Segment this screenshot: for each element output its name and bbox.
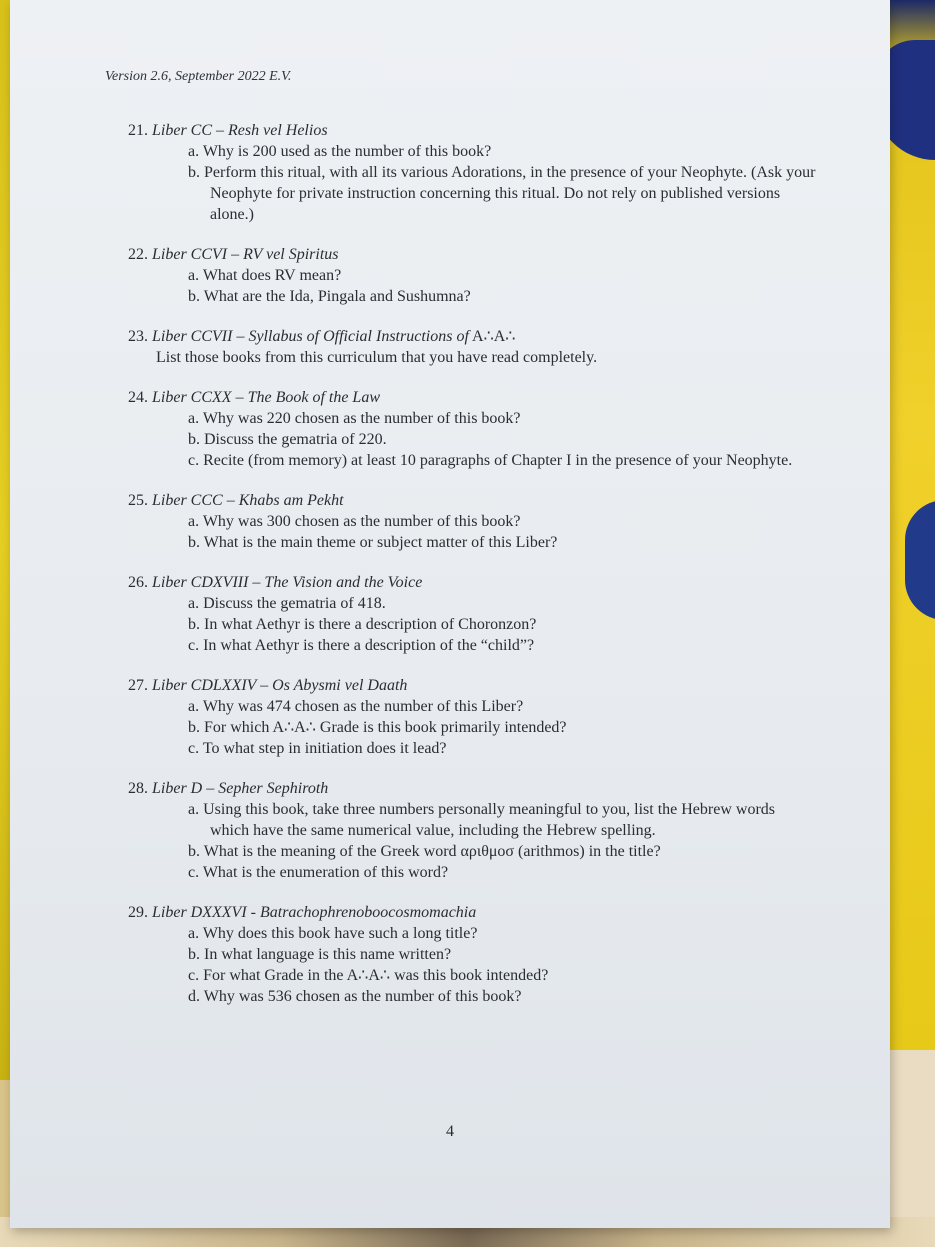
item-title bbox=[128, 244, 818, 265]
list-item bbox=[128, 675, 818, 759]
item-title-text: Liber DXXXVI - Batrachophrenoboocosmomachia bbox=[152, 904, 477, 921]
question-list bbox=[128, 120, 818, 1026]
item-number: 27. bbox=[128, 677, 148, 694]
question: c. To what step in initiation does it lead? bbox=[188, 740, 447, 757]
question: a. Why was 220 chosen as the number of this book? bbox=[188, 410, 521, 427]
item-title-text: Liber CCXX – The Book of the Law bbox=[152, 389, 380, 406]
item-number: 29. bbox=[128, 904, 148, 921]
list-item bbox=[128, 387, 818, 471]
item-title-text: Liber CCC – Khabs am Pekht bbox=[152, 492, 344, 509]
item-title bbox=[128, 490, 818, 511]
item-title bbox=[128, 387, 818, 408]
item-title bbox=[128, 326, 818, 347]
question: a. What does RV mean? bbox=[188, 267, 342, 284]
question: a. Why is 200 used as the number of this book? bbox=[188, 143, 492, 160]
item-title-text: Liber CC – Resh vel Helios bbox=[152, 122, 328, 139]
item-title bbox=[128, 675, 818, 696]
question: b. What are the Ida, Pingala and Sushumna? bbox=[188, 288, 471, 305]
question: b. For which A∴A∴ Grade is this book primarily intended? bbox=[188, 719, 567, 736]
question: a. Why does this book have such a long title? bbox=[188, 925, 478, 942]
question: a. Discuss the gematria of 418. bbox=[188, 595, 386, 612]
list-item bbox=[128, 120, 818, 225]
question: a. Why was 474 chosen as the number of this Liber? bbox=[188, 698, 524, 715]
question: b. What is the main theme or subject matter of this Liber? bbox=[188, 534, 558, 551]
list-item bbox=[128, 778, 818, 883]
item-title bbox=[128, 120, 818, 141]
list-item bbox=[128, 572, 818, 656]
item-title bbox=[128, 902, 818, 923]
question: c. For what Grade in the A∴A∴ was this book intended? bbox=[188, 967, 549, 984]
item-title bbox=[128, 572, 818, 593]
item-title-suffix: A∴A∴ bbox=[468, 328, 516, 345]
item-number: 22. bbox=[128, 246, 148, 263]
question: c. Recite (from memory) at least 10 paragraphs of Chapter I in the presence of your Neophyte. bbox=[188, 452, 793, 469]
question: b. Perform this ritual, with all its various Adorations, in the presence of your Neophyte. (Ask your Neophyte for private instruction concerning this ritual. Do not rely on published versions alone.) bbox=[188, 164, 816, 223]
question: b. Discuss the gematria of 220. bbox=[188, 431, 387, 448]
question: a. Using this book, take three numbers personally meaningful to you, list the Hebrew words which have the same numerical value, including the Hebrew spelling. bbox=[188, 801, 775, 839]
item-title bbox=[128, 778, 818, 799]
question: b. In what language is this name written? bbox=[188, 946, 452, 963]
document-page bbox=[10, 0, 890, 1228]
item-title-text: Liber CDXVIII – The Vision and the Voice bbox=[152, 574, 423, 591]
page-number: 4 bbox=[446, 1123, 454, 1140]
question: d. Why was 536 chosen as the number of this book? bbox=[188, 988, 522, 1005]
version-header: Version 2.6, September 2022 E.V. bbox=[105, 69, 292, 84]
item-number: 26. bbox=[128, 574, 148, 591]
item-number: 25. bbox=[128, 492, 148, 509]
question: a. Why was 300 chosen as the number of this book? bbox=[188, 513, 521, 530]
list-item bbox=[128, 902, 818, 1007]
instruction-line: List those books from this curriculum that you have read completely. bbox=[156, 349, 598, 366]
item-title-text: Liber D – Sepher Sephiroth bbox=[152, 780, 329, 797]
item-title-text: Liber CCVI – RV vel Spiritus bbox=[152, 246, 339, 263]
item-title-text: Liber CDLXXIV – Os Abysmi vel Daath bbox=[152, 677, 408, 694]
question: c. What is the enumeration of this word? bbox=[188, 864, 449, 881]
list-item bbox=[128, 244, 818, 307]
question: b. In what Aethyr is there a description of Choronzon? bbox=[188, 616, 537, 633]
question: b. What is the meaning of the Greek word αριθμοσ (arithmos) in the title? bbox=[188, 843, 661, 860]
item-number: 23. bbox=[128, 328, 148, 345]
item-number: 28. bbox=[128, 780, 148, 797]
question: c. In what Aethyr is there a description of the “child”? bbox=[188, 637, 535, 654]
item-title-text: Liber CCVII – Syllabus of Official Instructions of bbox=[152, 328, 469, 345]
list-item bbox=[128, 326, 818, 368]
item-number: 24. bbox=[128, 389, 148, 406]
item-number: 21. bbox=[128, 122, 148, 139]
list-item bbox=[128, 490, 818, 553]
